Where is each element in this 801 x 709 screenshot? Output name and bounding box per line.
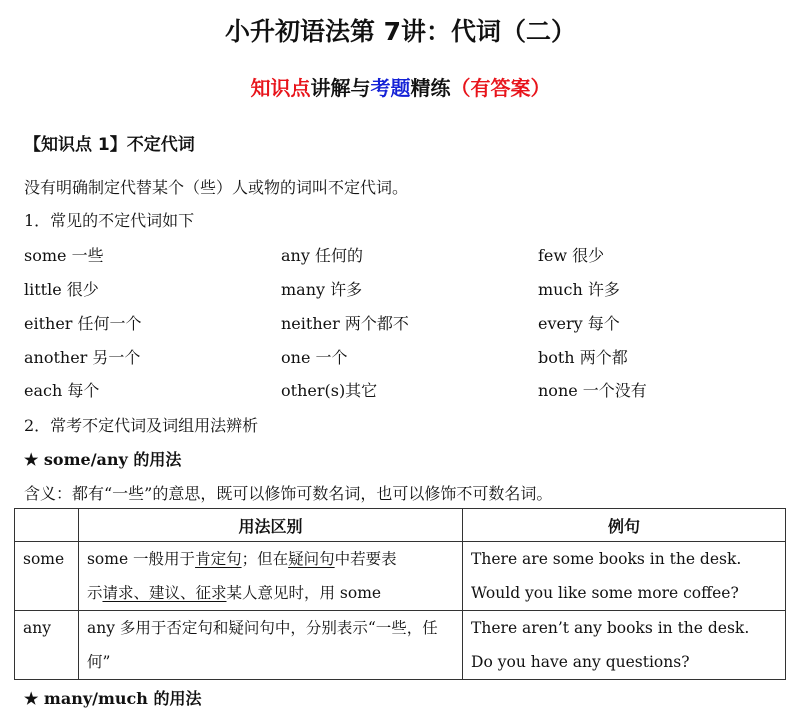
usage-text-underlined: 疑问句 bbox=[288, 550, 335, 568]
pronoun-item: many 许多 bbox=[281, 280, 363, 299]
table-header: 例句 bbox=[463, 509, 786, 542]
pronoun-item: any 任何的 bbox=[281, 246, 363, 265]
pronoun-row bbox=[0, 243, 801, 269]
example-cell bbox=[463, 611, 786, 680]
pronoun-item: another 另一个 bbox=[24, 348, 141, 367]
example-sentence: There are some books in the desk. bbox=[471, 550, 742, 568]
pronoun-row bbox=[0, 345, 801, 371]
pronoun-row bbox=[0, 277, 801, 303]
usage-text-underlined: 肯定句 bbox=[195, 550, 242, 568]
usage-text: ；但在 bbox=[241, 550, 289, 568]
page-subtitle bbox=[0, 72, 801, 101]
usage-text: 示 bbox=[86, 584, 103, 602]
table-header-row bbox=[15, 509, 786, 542]
table-row bbox=[15, 611, 786, 680]
some-any-heading: ★ some/any 的用法 bbox=[24, 450, 182, 469]
pronoun-item: every 每个 bbox=[538, 314, 620, 333]
section-heading: 【知识点 1】不定代词 bbox=[24, 135, 195, 155]
pronoun-item: each 每个 bbox=[24, 381, 100, 400]
word-cell: any bbox=[15, 611, 79, 680]
example-sentence: There aren’t any books in the desk. bbox=[471, 619, 750, 637]
pronoun-item: none 一个没有 bbox=[538, 381, 647, 400]
definition-text: 没有明确制定代替某个（些）人或物的词叫不定代词。 bbox=[24, 178, 409, 197]
usage-cell: any 多用于否定句和疑问句中，分别表示“一些，任何” bbox=[78, 611, 462, 680]
usage-title: 2．常考不定代词及词组用法辨析 bbox=[24, 416, 259, 435]
pronoun-item: some 一些 bbox=[24, 246, 104, 265]
table-row bbox=[15, 542, 786, 611]
subtitle-part: 考题 bbox=[370, 76, 411, 100]
table-header bbox=[15, 509, 79, 542]
many-much-heading: ★ many/much 的用法 bbox=[24, 689, 202, 708]
example-sentence: Do you have any questions? bbox=[471, 653, 690, 671]
pronoun-item: few 很少 bbox=[538, 246, 605, 265]
pronoun-item: other(s)其它 bbox=[281, 381, 378, 400]
page-title: 小升初语法第 7讲：代词（二） bbox=[224, 17, 577, 46]
pronoun-item: one 一个 bbox=[281, 348, 348, 367]
pronoun-item: little 很少 bbox=[24, 280, 99, 299]
usage-text-underlined: 请求、建议、征求 bbox=[102, 584, 227, 602]
word-cell: some bbox=[15, 542, 79, 611]
pronoun-item: either 任何一个 bbox=[24, 314, 142, 333]
pronoun-item: neither 两个都不 bbox=[281, 314, 409, 333]
subtitle-part: （有答案） bbox=[450, 76, 551, 100]
table-header: 用法区别 bbox=[78, 509, 462, 542]
usage-table bbox=[14, 508, 786, 680]
usage-text: 中若要表 bbox=[334, 550, 397, 568]
subtitle-part: 知识点 bbox=[250, 76, 311, 100]
pronoun-item: much 许多 bbox=[538, 280, 620, 299]
pronoun-row bbox=[0, 378, 801, 404]
pronoun-item: both 两个都 bbox=[538, 348, 628, 367]
pronoun-row bbox=[0, 311, 801, 337]
example-sentence: Would you like some more coffee? bbox=[471, 584, 739, 602]
usage-text: some 一般用于 bbox=[86, 550, 196, 568]
subtitle-part: 精练 bbox=[410, 76, 451, 100]
example-cell bbox=[463, 542, 786, 611]
usage-cell bbox=[78, 542, 462, 611]
meaning-text: 含义：都有“一些”的意思，既可以修饰可数名词，也可以修饰不可数名词。 bbox=[24, 484, 553, 503]
subtitle-part: 讲解与 bbox=[310, 76, 371, 100]
list-title: 1．常见的不定代词如下 bbox=[24, 211, 195, 230]
usage-text: 某人意见时，用 some bbox=[226, 584, 382, 602]
